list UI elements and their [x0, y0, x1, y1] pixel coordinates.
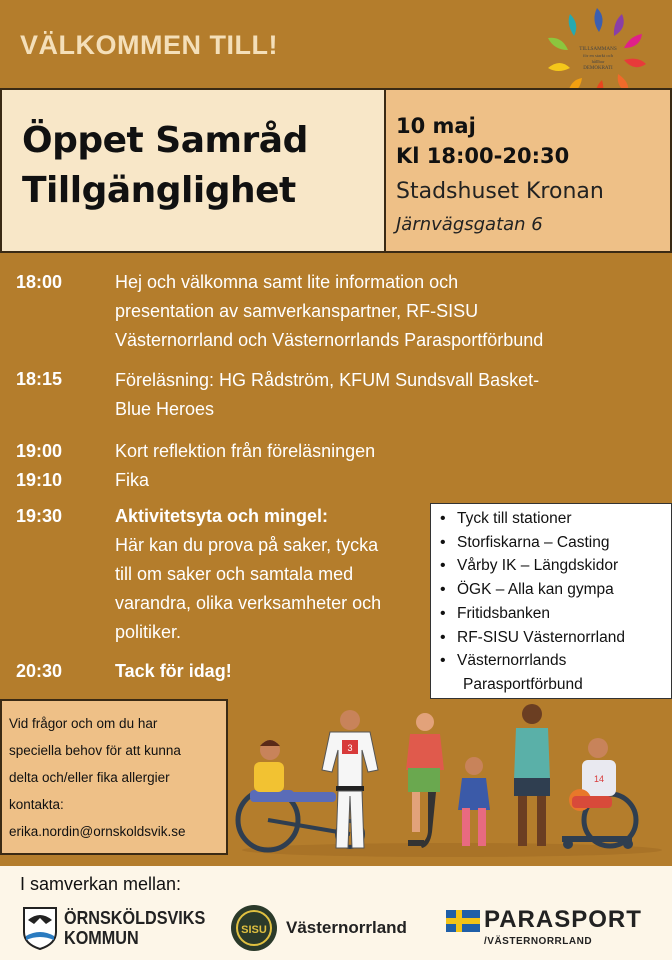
contact-line: kontakta:: [9, 797, 64, 812]
welcome-heading: VÄLKOMMEN TILL!: [20, 30, 278, 60]
list-item: • RF-SISU Västernorrland: [457, 626, 671, 650]
contact-line: speciella behov för att kunna: [9, 743, 181, 758]
partners-intro: I samverkan mellan:: [20, 874, 182, 894]
event-title: [22, 116, 308, 216]
basketball-player: [514, 704, 550, 846]
bib-number: 14: [593, 774, 605, 784]
ornskoldsvik-shield-icon: [22, 906, 58, 950]
desc-heading: Aktivitetsyta och mingel:: [115, 506, 329, 526]
desc-line: varandra, olika verksamheter och: [115, 593, 382, 613]
list-item: • ÖGK – Alla kan gympa: [457, 578, 671, 602]
schedule-desc-1900: [115, 437, 375, 466]
logo-text-4: DEMOKRATI: [583, 66, 613, 71]
list-item: • Tyck till stationer: [457, 507, 671, 531]
desc-line: Föreläsning: HG Rådström, KFUM Sundsvall Basket-: [115, 370, 540, 390]
prosthetic-runner: [406, 713, 444, 848]
rf-sisu-logo-text: Västernorrland: [286, 918, 407, 937]
logo-text-1: TILLSAMMANS: [579, 46, 617, 52]
desc-line: Västernorrland och Västernorrlands Parasportförbund: [115, 330, 544, 350]
contact-line: delta och/eller fika allergier: [9, 770, 170, 785]
event-venue: Stadshuset Kronan: [396, 179, 604, 204]
title-line-1: Öppet Samråd: [22, 120, 308, 161]
stations-list-box: [430, 503, 672, 699]
schedule-time-1930: 19:30: [16, 506, 63, 526]
desc-line: politiker.: [115, 622, 182, 642]
ornskoldsvik-line-1: ÖRNSKÖLDSVIKS: [64, 908, 206, 928]
desc-line: Blue Heroes: [115, 399, 215, 419]
desc-line: Här kan du prova på saker, tycka: [115, 535, 379, 555]
schedule-desc-1930: [115, 502, 381, 647]
list-item: • Fritidsbanken: [457, 602, 671, 626]
wheelchair-athlete-right: [562, 738, 636, 849]
schedule-time-1815: 18:15: [16, 369, 63, 389]
desc-line: Hej och välkomna samt lite information och: [115, 272, 459, 292]
desc-line: till om saker och samtala med: [115, 564, 354, 584]
parasport-logo-text: PARASPORT: [484, 906, 642, 933]
desc-line: Fika: [115, 470, 150, 490]
contact-email-link[interactable]: erika.nordin@ornskoldsvik.se: [9, 824, 186, 839]
schedule-time-1910: 19:10: [16, 470, 63, 490]
stations-list: [431, 504, 671, 697]
desc-line: Kort reflektion från föreläsningen: [115, 441, 376, 461]
list-item: • Västernorrlands: [457, 649, 671, 673]
event-date: 10 maj: [396, 114, 476, 138]
list-item: • Vårby IK – Längdskidor: [457, 554, 671, 578]
partners-section: [0, 866, 672, 960]
contact-box: [0, 699, 228, 855]
ornskoldsvik-line-2: KOMMUN: [64, 928, 139, 948]
rf-sisu-seal-icon: [230, 904, 278, 952]
list-item: • Storfiskarna – Casting: [457, 531, 671, 555]
contact-line: Vid frågor och om du har: [9, 716, 158, 731]
date-box: [386, 88, 672, 253]
event-street: Järnvägsgatan 6: [396, 214, 543, 235]
logo-text-2: för en starkt och: [583, 53, 613, 58]
title-line-2: Tillgänglighet: [22, 170, 296, 211]
swedish-flag-icon: [446, 910, 480, 932]
schedule-desc-1800: [115, 268, 543, 355]
event-time: Kl 18:00-20:30: [396, 144, 570, 168]
parasport-sub-text: /VÄSTERNORRLAND: [484, 936, 593, 947]
list-item-continued: Parasportförbund: [463, 675, 583, 693]
seal-text: SISU: [241, 924, 267, 936]
athletes-illustration: [232, 700, 672, 860]
karate-athlete: [322, 710, 378, 848]
bib-number: 3: [347, 743, 353, 753]
ornskoldsvik-logo-text: [64, 908, 205, 948]
schedule-time-1900: 19:00: [16, 441, 63, 461]
event-datetime: [396, 111, 569, 171]
schedule-time-1800: 18:00: [16, 272, 63, 292]
schedule-time-2030: 20:30: [16, 661, 63, 681]
title-box: [0, 88, 386, 253]
gymnast-athlete: [458, 757, 490, 846]
schedule-desc-1815: [115, 366, 539, 424]
schedule-desc-2030: Tack för idag!: [115, 661, 232, 681]
logo-text-3: hållbar: [591, 59, 605, 64]
schedule-desc-1910: [115, 466, 149, 495]
desc-line: presentation av samverkanspartner, RF-SISU: [115, 301, 479, 321]
